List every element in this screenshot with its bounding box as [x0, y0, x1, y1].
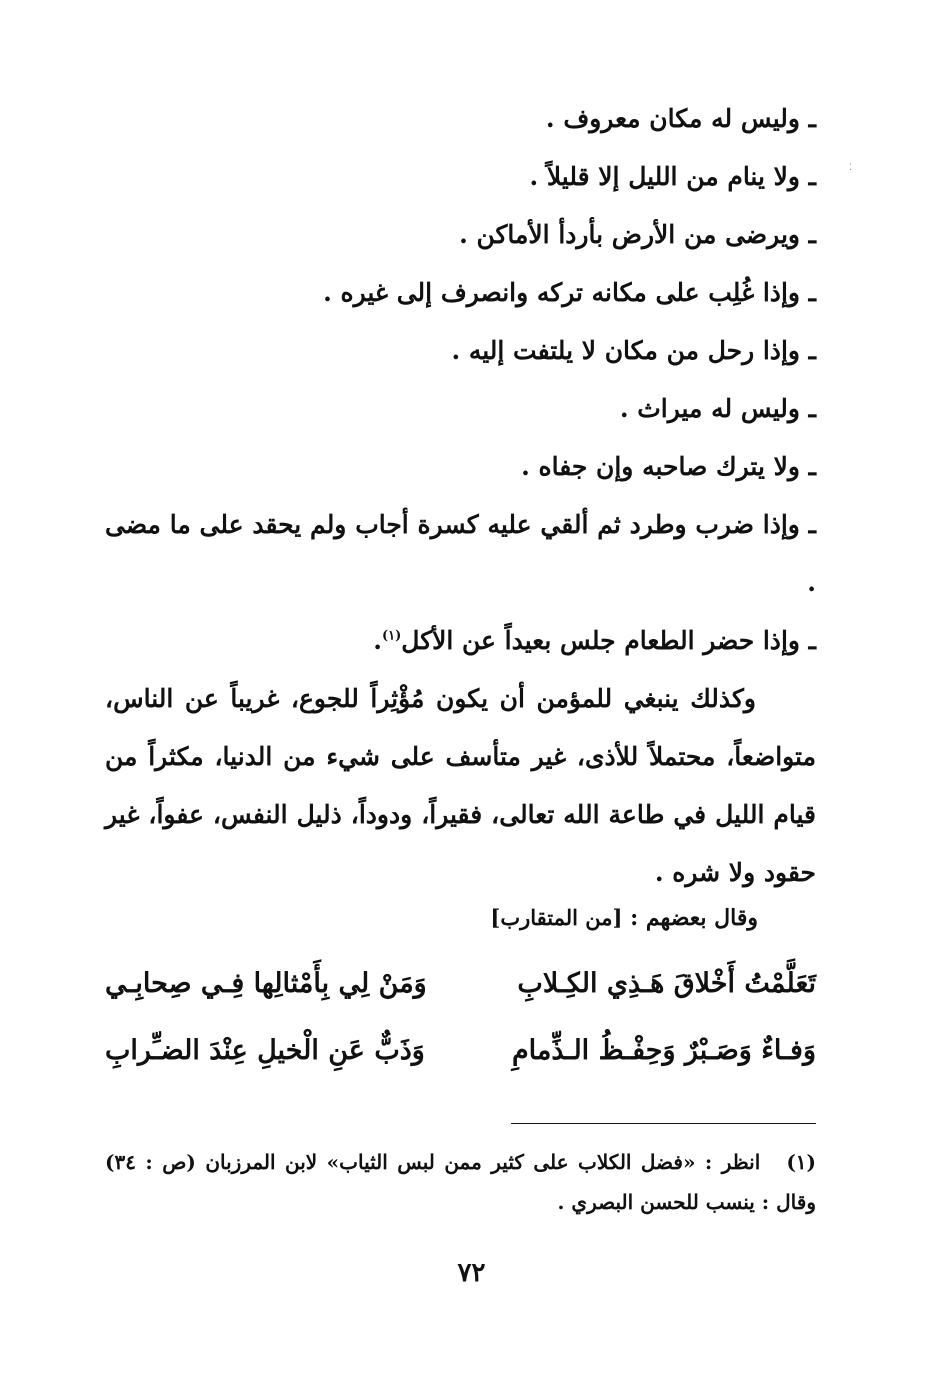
verse-line [105, 1035, 816, 1095]
bullet-item: ـ وإذا رحل من مكان لا يلتفت إليه . [451, 336, 816, 365]
verse-first-hemistich: تَعَلَّمْتُ أَخْلاقَ هَـذِي الكِـلابِ [517, 968, 816, 999]
bullet-item: ـ وإذا غُلِب على مكانه تركه وانصرف إلى غيره . [323, 278, 816, 307]
poem-introduction [490, 905, 758, 931]
footnote [105, 1142, 816, 1222]
verse-second-hemistich: وَمَنْ لِي بِأَمْثالِها فِـي صِحابِـي [105, 968, 427, 999]
bullet-text: ـ وإذا حضر الطعام جلس بعيداً عن الأكل [401, 626, 816, 655]
verse-first-hemistich: وَفـاءٌ وَصَـبْرٌ وَحِفْـظُ الـذِّمامِ [511, 1035, 816, 1066]
scan-speck: ⁚ [849, 163, 852, 173]
verse-second-hemistich: وَذَبٌّ عَنِ الْخيلِ عِنْدَ الضـِّرابِ [105, 1035, 425, 1066]
bullet-item: ـ ولا يترك صاحبه وإن جفاه . [521, 452, 816, 481]
footnote-reference[interactable]: (١) [381, 628, 402, 644]
verse-line [105, 968, 816, 1028]
poem-intro-text: وقال بعضهم : [630, 905, 758, 931]
bullet-item-with-footnote [105, 612, 816, 670]
bullet-list [105, 90, 816, 670]
page-number: ٧٢ [457, 1258, 486, 1288]
body-paragraph: وكذلك ينبغي للمؤمن أن يكون مُؤْثِراً للجوع، غريباً عن الناس، متواضعاً، محتملاً للأذى، غير متأسف على شيء من الدنيا، مكثراً من قيام الليل في طاعة الله تعالى، فقيراً، ودوداً، ذليل النفس، عفواً، غير حقود ولا شره . [105, 684, 816, 887]
footnote-number: (١) [786, 1150, 816, 1174]
poem-meter: [من المتقارب] [490, 905, 623, 930]
footnote-divider [511, 1123, 816, 1124]
bullet-item: ـ ولا ينام من الليل إلا قليلاً . [529, 162, 816, 191]
bullet-item: ـ ويرضى من الأرض بأردأ الأماكن . [459, 220, 816, 249]
bullet-item: ـ وليس له مكان معروف . [545, 104, 816, 133]
footnote-text: انظر : «فضل الكلاب على كثير ممن لبس الثياب» لابن المرزبان (ص : ٣٤) وقال : ينسب للحسن البصري . [105, 1150, 816, 1214]
bullet-end: . [373, 626, 382, 655]
bullet-item: ـ وليس له ميراث . [619, 394, 816, 423]
bullet-item: ـ وإذا ضرب وطرد ثم ألقي عليه كسرة أجاب ولم يحقد على ما مضى . [105, 510, 816, 597]
